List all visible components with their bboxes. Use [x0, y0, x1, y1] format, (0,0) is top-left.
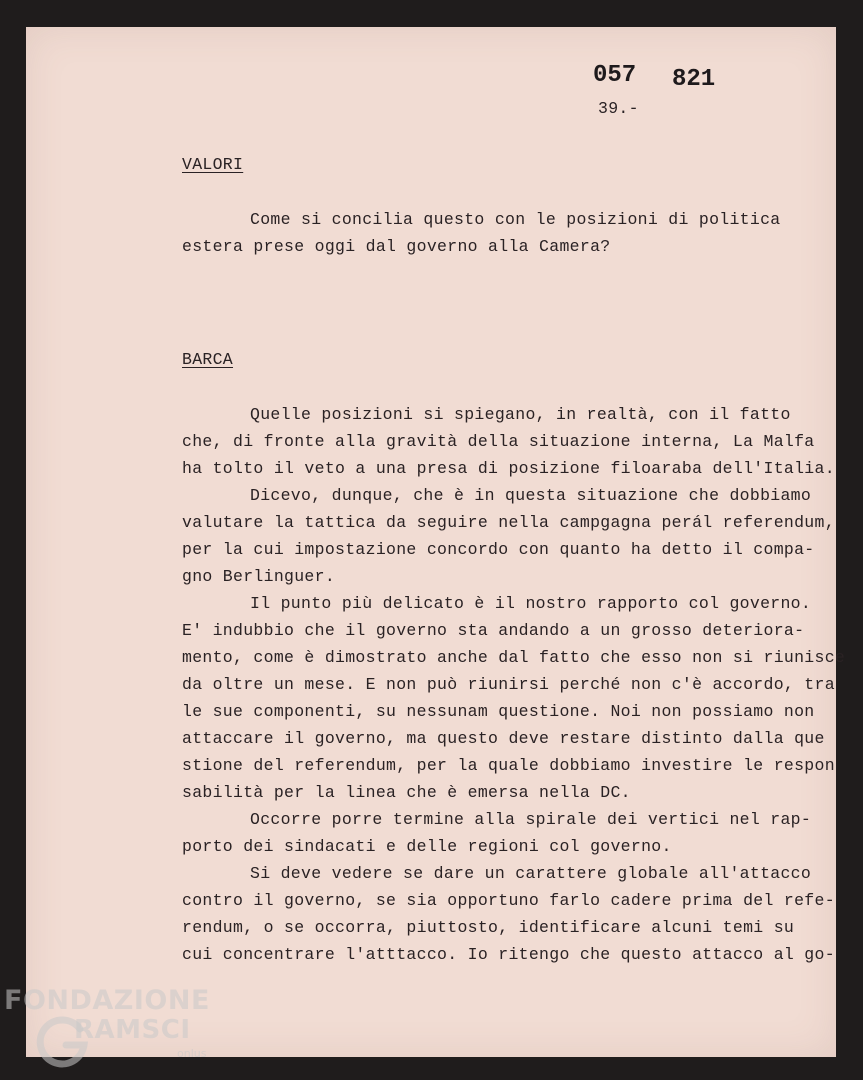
text-line: contro il governo, se sia opportuno farlo cadere prima del refe- — [182, 891, 835, 910]
text-line: porto dei sindacati e delle regioni col governo. — [182, 837, 672, 856]
barca-paragraphs — [182, 401, 845, 968]
serial-number-right: 821 — [672, 66, 716, 93]
text-line: stione del referendum, per la quale dobbiamo investire le respon — [182, 756, 835, 775]
text-line: Si deve vedere se dare un carattere globale all'attacco — [250, 864, 812, 883]
text-line: per la cui impostazione concordo con quanto ha detto il compa- — [182, 540, 815, 559]
text-line: E' indubbio che il governo sta andando a un grosso deteriora- — [182, 621, 805, 640]
text-line: le sue componenti, su nessunam questione. Noi non possiamo non — [182, 702, 815, 721]
watermark-line-1: FONDAZIONE — [4, 985, 210, 1016]
fondazione-gramsci-watermark — [4, 985, 224, 1075]
text-line: valutare la tattica da seguire nella campgagna perál referendum, — [182, 513, 835, 532]
watermark-suffix: onlus — [177, 1047, 207, 1060]
text-line: rendum, o se occorra, piuttosto, identificare alcuni temi su — [182, 918, 795, 937]
text-line: da oltre un mese. E non può riunirsi perché non c'è accordo, tra — [182, 675, 835, 694]
text-line: gno Berlinguer. — [182, 567, 336, 586]
speaker-valori-heading: VALORI — [182, 155, 244, 174]
text-line: Quelle posizioni si spiegano, in realtà, con il fatto — [250, 405, 791, 424]
text-line: ha tolto il veto a una presa di posizione filoaraba dell'Italia. — [182, 459, 835, 478]
text-line: Occorre porre termine alla spirale dei vertici nel rap- — [250, 810, 812, 829]
text-line: Dicevo, dunque, che è in questa situazione che dobbiamo — [250, 486, 812, 505]
watermark-line-2: RAMSCI — [74, 1015, 191, 1045]
text-line: cui concentrare l'atttacco. Io ritengo che questo attacco al go- — [182, 945, 835, 964]
page-number: 39.- — [598, 99, 639, 118]
text-line: Come si concilia questo con le posizioni di politica — [250, 210, 781, 229]
text-line: sabilità per la linea che è emersa nella DC. — [182, 783, 631, 802]
text-line: estera prese oggi dal governo alla Camera? — [182, 237, 611, 256]
text-line: mento, come è dimostrato anche dal fatto che esso non si riunisce — [182, 648, 846, 667]
serial-number-left: 057 — [593, 62, 637, 89]
text-line: attaccare il governo, ma questo deve restare distinto dalla que — [182, 729, 825, 748]
text-line: Il punto più delicato è il nostro rapporto col governo. — [250, 594, 812, 613]
text-line: che, di fronte alla gravità della situazione interna, La Malfa — [182, 432, 815, 451]
speaker-barca-heading: BARCA — [182, 350, 234, 369]
valori-paragraph — [182, 206, 780, 260]
